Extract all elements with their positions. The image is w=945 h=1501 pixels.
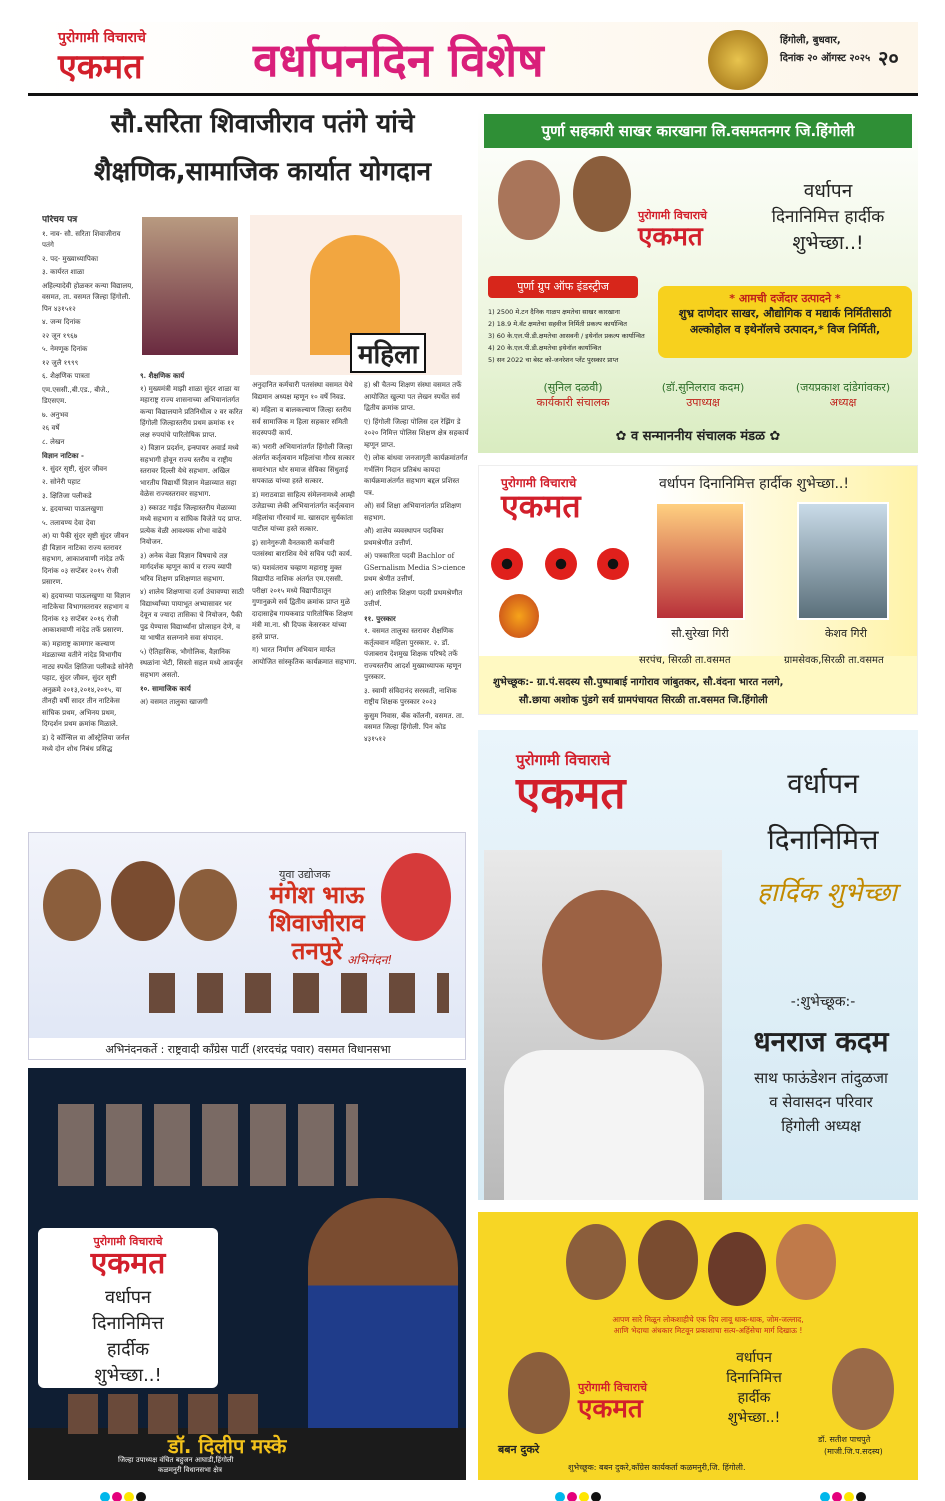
surekha-giri-photo (655, 502, 745, 620)
ad-babban-dukre (478, 1212, 918, 1480)
satish-pachpute-photo (832, 1348, 894, 1430)
header-tagline: पुरोगामी विचाराचे (58, 30, 146, 46)
ad3-sub: -:शुभेच्छूक:- (790, 994, 856, 1010)
ad2-logo: एकमत (501, 487, 581, 525)
bouquet-icon (499, 594, 539, 638)
anniversary-emblem-icon (708, 30, 768, 90)
leader-photo (708, 1232, 766, 1306)
ad-dhanraj-kadam (478, 730, 918, 1200)
ad3-tagline: पुरोगामी विचाराचे (516, 751, 611, 769)
dilip-maske-photo (308, 1198, 458, 1448)
ad1-footer: ✿ व सन्माननीय संचालक मंडळ ✿ (615, 429, 781, 444)
article-col-2: ९. शैक्षणिक कार्य १) मुख्यमंत्री माझी शाळा सुंदर शाळा या महाराष्ट्र राज्य शासनाच्या अभियानांतर्गत कन्या विद्यालयाने प्रतिनिधीत्व २ वर करित हिंगोली जिल्हास्तरीय प्रथम क्रमांक ११ लक्ष रुपयांचे पारितोषिक प्राप्त. २) विज्ञान प्रदर्शन, इन्स्पायर अवार्ड मध्ये सहभागी होवून राज्य स्तरीय व राष्ट्रीय स्तरावर दिल्ली येथे सहभाग. अखिल भारतीय विद्यार्थी विज्ञान मेळाव्यात सहा वेळेस राज्यस्तरावर सहभाग. ३) स्काउट गाईड जिल्हास्तरीय मेळाव्या मध्ये सहभाग व सांघिक विजेते पद प्राप्त. प्रत्येक वेळी आवश्यक शोभा वाढेचे नियोजन. ३) अनेक वेळा विज्ञान विषयाचे तज्ञ मार्गदर्शक म्हणून कार्य व राज्य व्यापी भरिव शिक्षण प्रशिक्षणात सहभाग. ४) शालेय शिक्षणाचा दर्जा उंचावण्या साठी विद्यार्थ्यांच्या पायाभूत अभ्यासावर भर देवून व ज्यादा तासिका चे नियोजन, पैकी पुढ येण्यास विद्यार्थ्यांना प्रोत्साहन देणे, व या भाषीत सलग्नाने सवा संपादन. ५) ऐतिहासिक, भौगोलिक, वैज्ञानिक स्थळांना भेटी, सिस्तो सहल मध्ये आवर्जून सहभाग असतो. १०. सामाजिक कार्य अ) वसमत तालुका खाजगी (140, 371, 244, 706)
ad2-line-1: शुभेच्छूक:- ग्रा.पं.सदस्य सौ.पुष्पाबाई नागोराव जांबुतकर, सौ.वंदना भारत नलगे, (493, 677, 784, 688)
face-icon (542, 890, 662, 1040)
ad6-right-name: डॉ. सतीश पाचपुते (818, 1435, 871, 1444)
ad4-name: मंगेश भाऊ शिवाजीराव तनपुरे (269, 881, 365, 965)
leader-photo (776, 1224, 836, 1300)
ad1-group: पुर्णा ग्रुप ऑफ इंडस्ट्रीज (488, 276, 638, 298)
ad-sirli-gram (478, 465, 918, 715)
ad1-person-2: (डॉ.सुनिलराव कदम) उपाध्यक्ष (661, 381, 745, 409)
ad6-wish: वर्धापन दिनानिमित्त हार्दीक शुभेच्छा..! (726, 1350, 782, 1426)
ad1-person-3: (जयप्रकाश दांडेगांवकर) अध्यक्ष (795, 381, 891, 409)
person-photo (111, 861, 175, 941)
ad5-desc-2: कळमनुरी विधानसभा क्षेत्र (158, 1466, 222, 1474)
author-photo (140, 215, 240, 357)
header-logo: एकमत (58, 47, 143, 87)
header-title: वर्धापनदिन विशेष (253, 33, 544, 87)
article-headline (60, 100, 465, 196)
ad5-desc-1: जिल्हा उपाध्यक्ष वंचित बहुजन आघाडी,हिंगोली (118, 1456, 234, 1464)
person-photo (381, 853, 451, 941)
ad4-top: युवा उद्योजक (279, 868, 331, 881)
dhanraj-kadam-photo (484, 850, 722, 1200)
ad5-wish-box: पुरोगामी विचाराचे एकमत वर्धापन दिनानिमित्त हार्दीक शुभेच्छा..! (38, 1228, 218, 1388)
ad6-footer: शुभेच्छूक: बबन दुकरे,कॉंग्रेस कार्यकर्ता कळमनुरी,जि. हिंगोली. (568, 1463, 746, 1472)
keshav-giri-photo (797, 502, 889, 620)
ad1-title: पुर्णा सहकारी साखर कारखाना लि.वसमतनगर जि.हिंगोली (484, 114, 912, 148)
leaders-photos (58, 1104, 358, 1186)
ad6-left-name: बबन दुकरे (498, 1443, 540, 1456)
leader-photo (638, 1220, 698, 1300)
supporters-photos (149, 973, 449, 1013)
ad2-line-2: सौ.छाया अशोक पुंडगे सर्व ग्रामपंचायत सिरळी ता.वसमत जि.हिंगोली (519, 695, 768, 706)
ad-purna-sugar (478, 108, 918, 453)
registration-marks (100, 1487, 148, 1501)
person-photo (43, 869, 101, 941)
page-number: २० (878, 46, 899, 70)
ad1-person-1: (सुनिल दळवी) कार्यकारी संचालक (536, 381, 610, 409)
ad2-role-2: ग्रामसेवक,सिरळी ता.वसमत (784, 655, 884, 666)
masthead (28, 22, 918, 96)
ad1-wish: वर्धापन दिनानिमित्त हार्दीक शुभेच्छा..! (771, 180, 885, 254)
ad3-logo: एकमत (516, 768, 626, 819)
leader-photo-2 (573, 156, 631, 232)
ad2-tagline: पुरोगामी विचाराचे (501, 476, 577, 490)
ad1-products-box: * आमची दर्जेदार उत्पादने * शुभ्र दाणेदार साखर, औद्योगिक व मद्यार्क निर्मितीसाठी अल्कोहोल व इथेनॉलचे उत्पादन,* विज निर्मिती, (658, 286, 912, 358)
ad4-small: अभिनंदन! (347, 953, 393, 967)
ad2-wish: वर्धापन दिनानिमित्त हार्दीक शुभेच्छा..! (659, 476, 849, 492)
ad1-tagline: पुरोगामी विचाराचे (638, 209, 708, 222)
leader-photo (566, 1224, 626, 1300)
ad-dilip-maske (28, 1068, 466, 1480)
babban-dukre-photo (508, 1352, 570, 1434)
ad6-tagline: पुरोगामी विचाराचे (578, 1381, 648, 1394)
ad6-right-role: (माजी.जि.प.सदस्य) (824, 1447, 883, 1456)
registration-marks (820, 1487, 868, 1501)
ad3-calligraphy: हार्दिक शुभेच्छा (757, 878, 897, 908)
ad-tanpure (28, 832, 466, 1060)
ad2-name-2: केशव गिरी (825, 627, 867, 640)
flower-icon (491, 548, 523, 580)
registration-marks (555, 1487, 603, 1501)
ad3-wish: वर्धापन दिनानिमित्त (767, 767, 879, 856)
ad6-banner: आपण सारे मिळून लोकशाहीचे एक दिप लावू धाक-धाक, जोम-जल्लाद, आणि भेदाचा अंधकार मिटवून प्रकाशाचा सत्य-अहिंसेचा मार्ग दिखाऊ ! (612, 1315, 804, 1335)
supporters-photos (68, 1394, 258, 1434)
ad3-org: साथ फाऊंडेशन तांदुळजा व सेवासदन परिवार हिंगोली अध्यक्ष (754, 1069, 888, 1135)
headline-line-2: शैक्षणिक,सामाजिक कार्यात योगदान (93, 157, 432, 187)
article-col-3: अनुदानित कर्मचारी पतसंस्था वसमत येथे विद्यमान अध्यक्ष म्हणून १० वर्षे निवड. ब) महिला व बालकल्याण जिल्हा स्तरीय सर्व सामाजिक म हिला सहकार समिती सदस्यपदी कार्य. क) भरारी अभियानांतर्गत हिंगोली जिल्हा अंतर्गत कर्तृत्ववान महिलांचा गौरव सत्कार समारंभात थोर समाज सेविका सिंधुताई सपकाळ यांच्या हस्ते सत्कार. ड) मराठवाडा साहित्य संमेलनामध्ये आम्ही उजेडाच्या लेकी अभियानांतर्गत कर्तृत्ववान महिलांचा गौरवार्थ मा. खासदार सुर्यकांता पाटील यांच्या हस्ते सत्कार. इ) सानेगुरुजी वैनतकारी कर्मचारी पतसंस्था बाराशिव येथे सचिव पदी कार्य. फ) यशवंतराव चव्हाण महाराष्ट्र मुक्त विद्यापीठ नाशिक अंतर्गत एम.एससी. परीक्षा २०१५ मध्ये विद्यापीठातून गुणानुक्रमे सर्व द्वितीय क्रमांक प्राप्त मुळे दादासाहेब गायकवाड पारितोषिक शिक्षण मंत्री मा.ना. श्री दिपक केसरकर यांच्या हस्ते प्राप्त. ग) भारत निर्माण अभियान मार्फत आयोजित सांस्कृतिक कार्यक्रमात सहभाग. (252, 381, 357, 666)
ad2-name-1: सौ.सुरेखा गिरी (671, 627, 729, 640)
mahila-illustration (250, 215, 462, 375)
article-col-4: ह) श्री चैतन्य शिक्षण संस्था वसमत तर्फे आयोजित खुल्या पत लेखन स्पर्धेत सर्व द्वितीय क्रमांक प्राप्त. ए) हिंगोली जिल्हा पोलिस दल रेझिंग डे २०२० निमित्त पोलिस शिक्षण क्षेत्र सहकार्य म्हणून प्राप्त. ऐ) लोक बांधवा जनजागृती कार्यक्रमांतर्गत गर्भलिंग निदान प्रतिबंध कायदा कार्यक्रमाअंतर्गत सहभाग बद्दल प्रशिस्त पत्र. ओ) सर्व शिक्षा अभियानांतर्गत प्रशिक्षण सहभाग. औ) शालेय व्यवस्थापन पदविका प्रथमश्रेणीत उत्तीर्ण. अं) पत्रकारिता पदवी Bachlor of GSernalism Media S>cience प्रथम श्रेणीत उत्तीर्ण. अः) शारिरीक शिक्षण पदवी प्रथमश्रेणीत उत्तीर्ण. ११. पुरस्कार १. वसमत तालुका स्तरावर शैक्षणिक कर्तृत्ववान महिला पुरस्कार. २. डॉ. पंजाबराव देशमुख शिक्षक परिषदे तर्फे राज्यस्तरीय आदर्श मुख्याध्यापक म्हणून पुरस्कार. ३. स्वामी संविदानंद सरस्वती, नाशिक राष्ट्रीय शिक्षक पुरस्कार २०२३ कुसुम निवास, बँक कॉलनी, वसमत. ता. वसमत जिल्हा हिंगोली. पिन कोड ४३१५१२ (364, 381, 469, 743)
ad4-footer: अभिनंदनकर्ते : राष्ट्रवादी कॉंग्रेस पार्टी (शरदचंद्र पवार) वसमत विधानसभा (29, 1038, 466, 1060)
flower-icon (597, 548, 629, 580)
leader-photo-1 (498, 160, 560, 240)
header-place: हिंगोली, बुधवार, (780, 35, 841, 46)
ad5-name: डॉ. दिलीप मस्के (168, 1434, 287, 1458)
flower-icon (545, 548, 577, 580)
headline-line-1: सौ.सरिता शिवाजीराव पतंगे यांचे (110, 109, 415, 139)
ad1-points: 1) 2500 मे.टन दैनिक गाळप क्षमतेचा साखर कारखाना 2) 18.9 मे.वॅट क्षमतेचा सहवीज निर्मिती प्रकल्प कार्यान्वित 3) 60 के.एल.पी.डी.क्षमतेचा आसवनी / इथेनॉल प्रकल्प कार्यान्वित 4) 20 के.एल.पी.डी.क्षमतेचा इथेनॉल कार्यान्वित 5) सन 2022 चा बेस्ट को-जनरेशन प्लँट पुरस्कार प्राप्त (488, 308, 645, 364)
header-date: दिनांक २० ऑगस्ट २०२५ (780, 53, 871, 64)
ad3-name: धनराज कदम (753, 1025, 889, 1058)
ad2-role-1: सरपंच, सिरळी ता.वसमत (639, 655, 731, 666)
ad1-logo: एकमत (638, 222, 703, 252)
person-photo (179, 869, 237, 941)
ad6-logo: एकमत (578, 1394, 643, 1424)
article-col-1: परिचय पत्र १. नाव- सौ. सरिता शिवाजीराव पतंगे २. पद- मुख्याध्यापिका ३. कार्यरत शाळा अहिल्यादेवी होळकर कन्या विद्यालय, वसमत, ता. वसमत जिल्हा हिंगोली. पिन ४३१५१२ ४. जन्म दिनांक २२ जून १९६७ ५. नेमणूक दिनांक १२ जुलै १९९९ ६. शैक्षणिक पात्रता एम.एससी.,बी.एड., बीजे., डिएसएम. ७. अनुभव २६ वर्षे ८. लेखन विज्ञान नाटिका - १. सुंदर सृष्टी, सुंदर जीवन २. सोनेरी पहाट ३. क्षितिजा पलीकडे ४. हृदयाच्या पाऊलखुणा ५. तलावण्य देवा देवा अ) या पैकी सुंदर सृष्टी सुंदर जीवन ही विज्ञान नाटिका राज्य स्तरावर सहभाग, आकाशवाणी नांदेड तर्फे दिनांक ०३ सप्टेंबर २०१५ रोजी प्रसारण. ब) हृदयाच्या पाऊलखुणा या विज्ञान नाटिकेचा विभागस्तरावर सहभाग व दिनांक १३ सप्टेंबर २०१६ रोजी आकाशवाणी नांदेड तर्फे प्रसारण. क) महाराष्ट्र कामगार कल्याण मंडळाच्या वतीने नांदेड विभागीय नाट्य स्पर्धेत क्षितिजा पलीकडे सोनेरी पहाट, सुंदर जीवन, सुंदर सृष्टी अनुक्रमे २०१३,२०१४,२०१५, या तीनही वर्षी सादर तीन नाटिकेस सांघिक प्रथम, अभिनय प्रथम, दिग्दर्शन प्रथम क्रमांक मिळाले. ड) दे कॉन्सिल वा ऑस्ट्रेलिया जर्नल मध्ये दोन शोध निबंध प्रसिद्ध (42, 215, 134, 753)
mahila-label: महिला (350, 333, 426, 373)
